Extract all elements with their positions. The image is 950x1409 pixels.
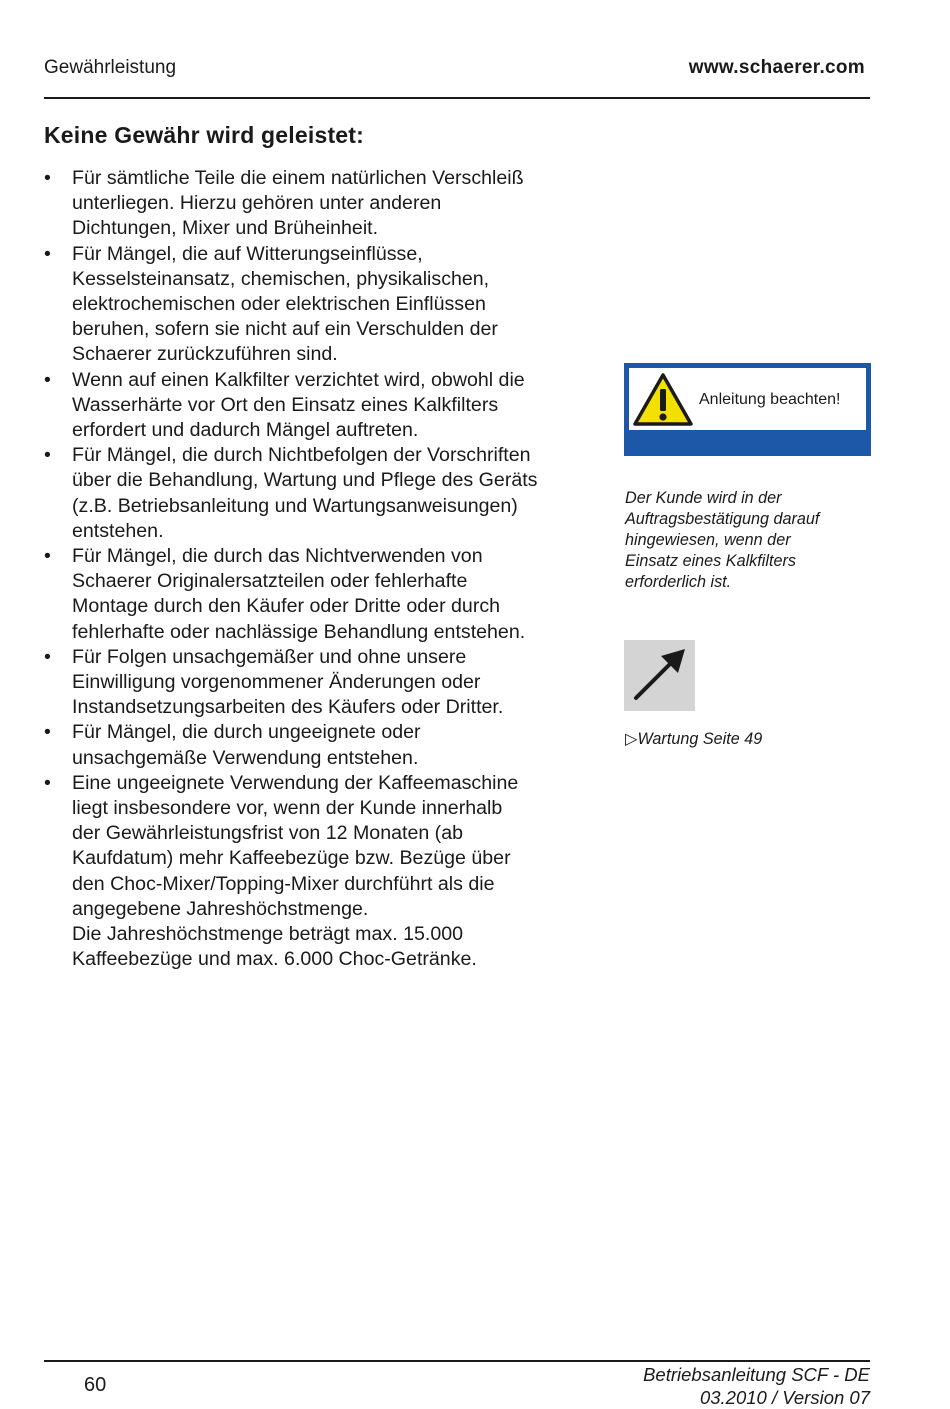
- list-item-text: Für Mängel, die auf Witterungseinflüsse, Kesselsteinansatz, chemischen, physikalischen, elektrochemischen oder elektrischen Einflüssen beruhen, sofern sie nicht auf ein Verschulden der Schaerer zurückzuführen sind.: [72, 242, 498, 366]
- list-item: [44, 544, 604, 645]
- notice-box: [624, 363, 871, 456]
- bullet-icon: •: [44, 444, 51, 467]
- list-item: [44, 645, 604, 721]
- footer-document-version: 03.2010 / Version 07: [699, 1387, 870, 1408]
- list-item: [44, 166, 604, 242]
- list-item: [44, 720, 604, 770]
- list-item: [44, 368, 604, 444]
- warning-triangle-icon: [632, 371, 694, 427]
- header-website[interactable]: www.schaerer.com: [688, 57, 865, 78]
- header-section-title: Gewährleistung: [44, 57, 177, 78]
- arrow-up-right-icon: [624, 640, 695, 711]
- tool-box: [624, 640, 695, 711]
- list-item-text: Für Folgen unsachgemäßer und ohne unsere Einwilligung vorgenommener Änderungen oder Instandsetzungsarbeiten des Käufers oder Dritter.: [72, 645, 504, 719]
- bullet-icon: •: [44, 645, 51, 668]
- list-item-text: Für Mängel, die durch ungeeignete oder unsachgemäße Verwendung entstehen.: [72, 721, 421, 769]
- warranty-exclusion-list: [44, 166, 604, 973]
- bullet-icon: •: [44, 721, 51, 744]
- list-item-text: Wenn auf einen Kalkfilter verzichtet wird, obwohl die Wasserhärte vor Ort den Einsatz eines Kalkfilters erfordert und dadurch Mängel auftreten.: [72, 368, 525, 442]
- list-item-text: Für Mängel, die durch das Nichtverwenden von Schaerer Originalersatzteilen oder fehlerhafte Montage durch den Käufer oder Dritte oder durch fehlerhafte oder nachlässige Behandlung entstehen.: [72, 545, 526, 643]
- bullet-icon: •: [44, 167, 51, 189]
- footer-document-title: Betriebsanleitung SCF - DE: [643, 1364, 870, 1385]
- bullet-icon: •: [44, 545, 51, 568]
- side-note: Der Kunde wird in der Auftragsbestätigung darauf hingewiesen, wenn der Einsatz eines Kalkfilters erforderlich ist.: [625, 489, 820, 591]
- notice-text: Anleitung beachten!: [699, 391, 841, 408]
- list-item: [44, 443, 604, 544]
- section-title: Keine Gewähr wird geleistet:: [44, 122, 365, 148]
- list-item-text: Eine ungeeignete Verwendung der Kaffeemaschine liegt insbesondere vor, wenn der Kunde innerhalb der Gewährleistungsfrist von 12 Monaten (ab Kaufdatum) mehr Kaffeebezüge bzw. Bezüge über den Choc-Mixer/Topping-Mixer durchführt als die angegebene Jahreshöchstmenge. Die Jahreshöchstmenge beträgt max. 15.000 Kaffeebezüge und max. 6.000 Choc-Getränke.: [72, 771, 519, 971]
- bullet-icon: •: [44, 242, 51, 265]
- bullet-icon: •: [44, 771, 51, 794]
- list-item-text: Für sämtliche Teile die einem natürlichen Verschleiß unterliegen. Hierzu gehören unter anderen Dichtungen, Mixer und Brüheinheit.: [72, 167, 524, 240]
- page-number: 60: [84, 1374, 107, 1396]
- list-item: [44, 242, 604, 368]
- header-divider: [44, 97, 870, 99]
- footer-divider: [44, 1360, 870, 1362]
- bullet-icon: •: [44, 368, 51, 391]
- maintenance-reference-link[interactable]: ▷Wartung Seite 49: [625, 730, 763, 748]
- list-item-text: Für Mängel, die durch Nichtbefolgen der Vorschriften über die Behandlung, Wartung und Pflege des Geräts (z.B. Betriebsanleitung und Wartungsanweisungen) entstehen.: [72, 444, 538, 542]
- notice-panel: [629, 368, 866, 430]
- list-item: [44, 771, 604, 973]
